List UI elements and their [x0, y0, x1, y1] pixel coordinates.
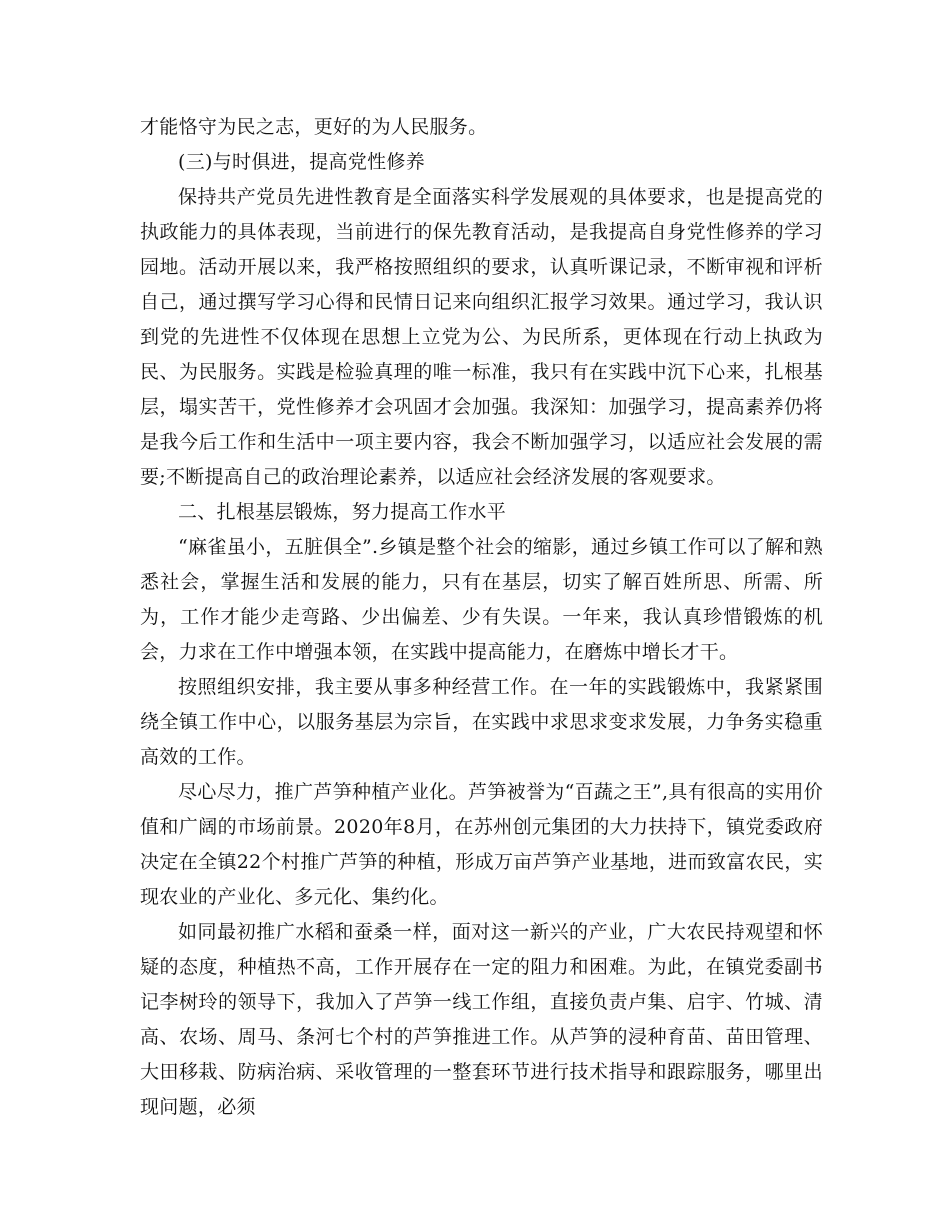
paragraph-asparagus-work: 如同最初推广水稻和蚕桑一样，面对这一新兴的产业，广大农民持观望和怀疑的态度，种植热不高，工作开展存在一定的阻力和困难。为此，在镇党委副书记李树玲的领导下，我加入了芦笋一线工作组，直接负责卢集、启宇、竹城、清高、农场、周马、条河七个村的芦笋推进工作。从芦笋的浸种育苗、苗田管理、大田移栽、防病治病、采收管理的一整套环节进行技术指导和跟踪服务，哪里出现问题，必须: [140, 921, 823, 1118]
document-page: [140, 110, 823, 1125]
section-heading-3: (三)与时俱进，提高党性修养: [178, 151, 426, 173]
paragraph-continuation: 才能恪守为民之志，更好的为人民服务。: [140, 116, 488, 138]
paragraph-asparagus-promotion: 尽心尽力，推广芦笋种植产业化。芦笋被誉为“百蔬之王”,具有很高的实用价值和广阔的市场前景。2020年8月，在苏州创元集团的大力扶持下，镇党委政府决定在全镇22个村推广芦笋的种植，形成万亩芦笋产业基地，进而致富农民，实现农业的产业化、多元化、集约化。: [140, 781, 823, 908]
paragraph-grassroots: “麻雀虽小，五脏俱全”.乡镇是整个社会的缩影，通过乡镇工作可以了解和熟悉社会，掌握生活和发展的能力，只有在基层，切实了解百姓所思、所需、所为，工作才能少走弯路、少出偏差、少有失误。一年来，我认真珍惜锻炼的机会，力求在工作中增强本领，在实践中提高能力，在磨炼中增长才干。: [140, 536, 823, 663]
paragraph-assignment: 按照组织安排，我主要从事多种经营工作。在一年的实践锻炼中，我紧紧围绕全镇工作中心，以服务基层为宗旨，在实践中求思求变求发展，力争务实稳重高效的工作。: [140, 676, 823, 768]
paragraph-party-cultivation: 保持共产党员先进性教育是全面落实科学发展观的具体要求，也是提高党的执政能力的具体表现，当前进行的保先教育活动，是我提高自身党性修养的学习园地。活动开展以来，我严格按照组织的要求，认真听课记录，不断审视和评析自己，通过撰写学习心得和民情日记来向组织汇报学习效果。通过学习，我认识到党的先进性不仅体现在思想上立党为公、为民所系，更体现在行动上执政为民、为民服务。实践是检验真理的唯一标准，我只有在实践中沉下心来，扎根基层，塌实苦干，党性修养才会巩固才会加强。我深知：加强学习，提高素养仍将是我今后工作和生活中一项主要内容，我会不断加强学习，以适应社会发展的需要;不断提高自己的政治理论素养，以适应社会经济发展的客观要求。: [140, 186, 823, 488]
section-heading-2: 二、扎根基层锻炼，努力提高工作水平: [178, 501, 507, 523]
